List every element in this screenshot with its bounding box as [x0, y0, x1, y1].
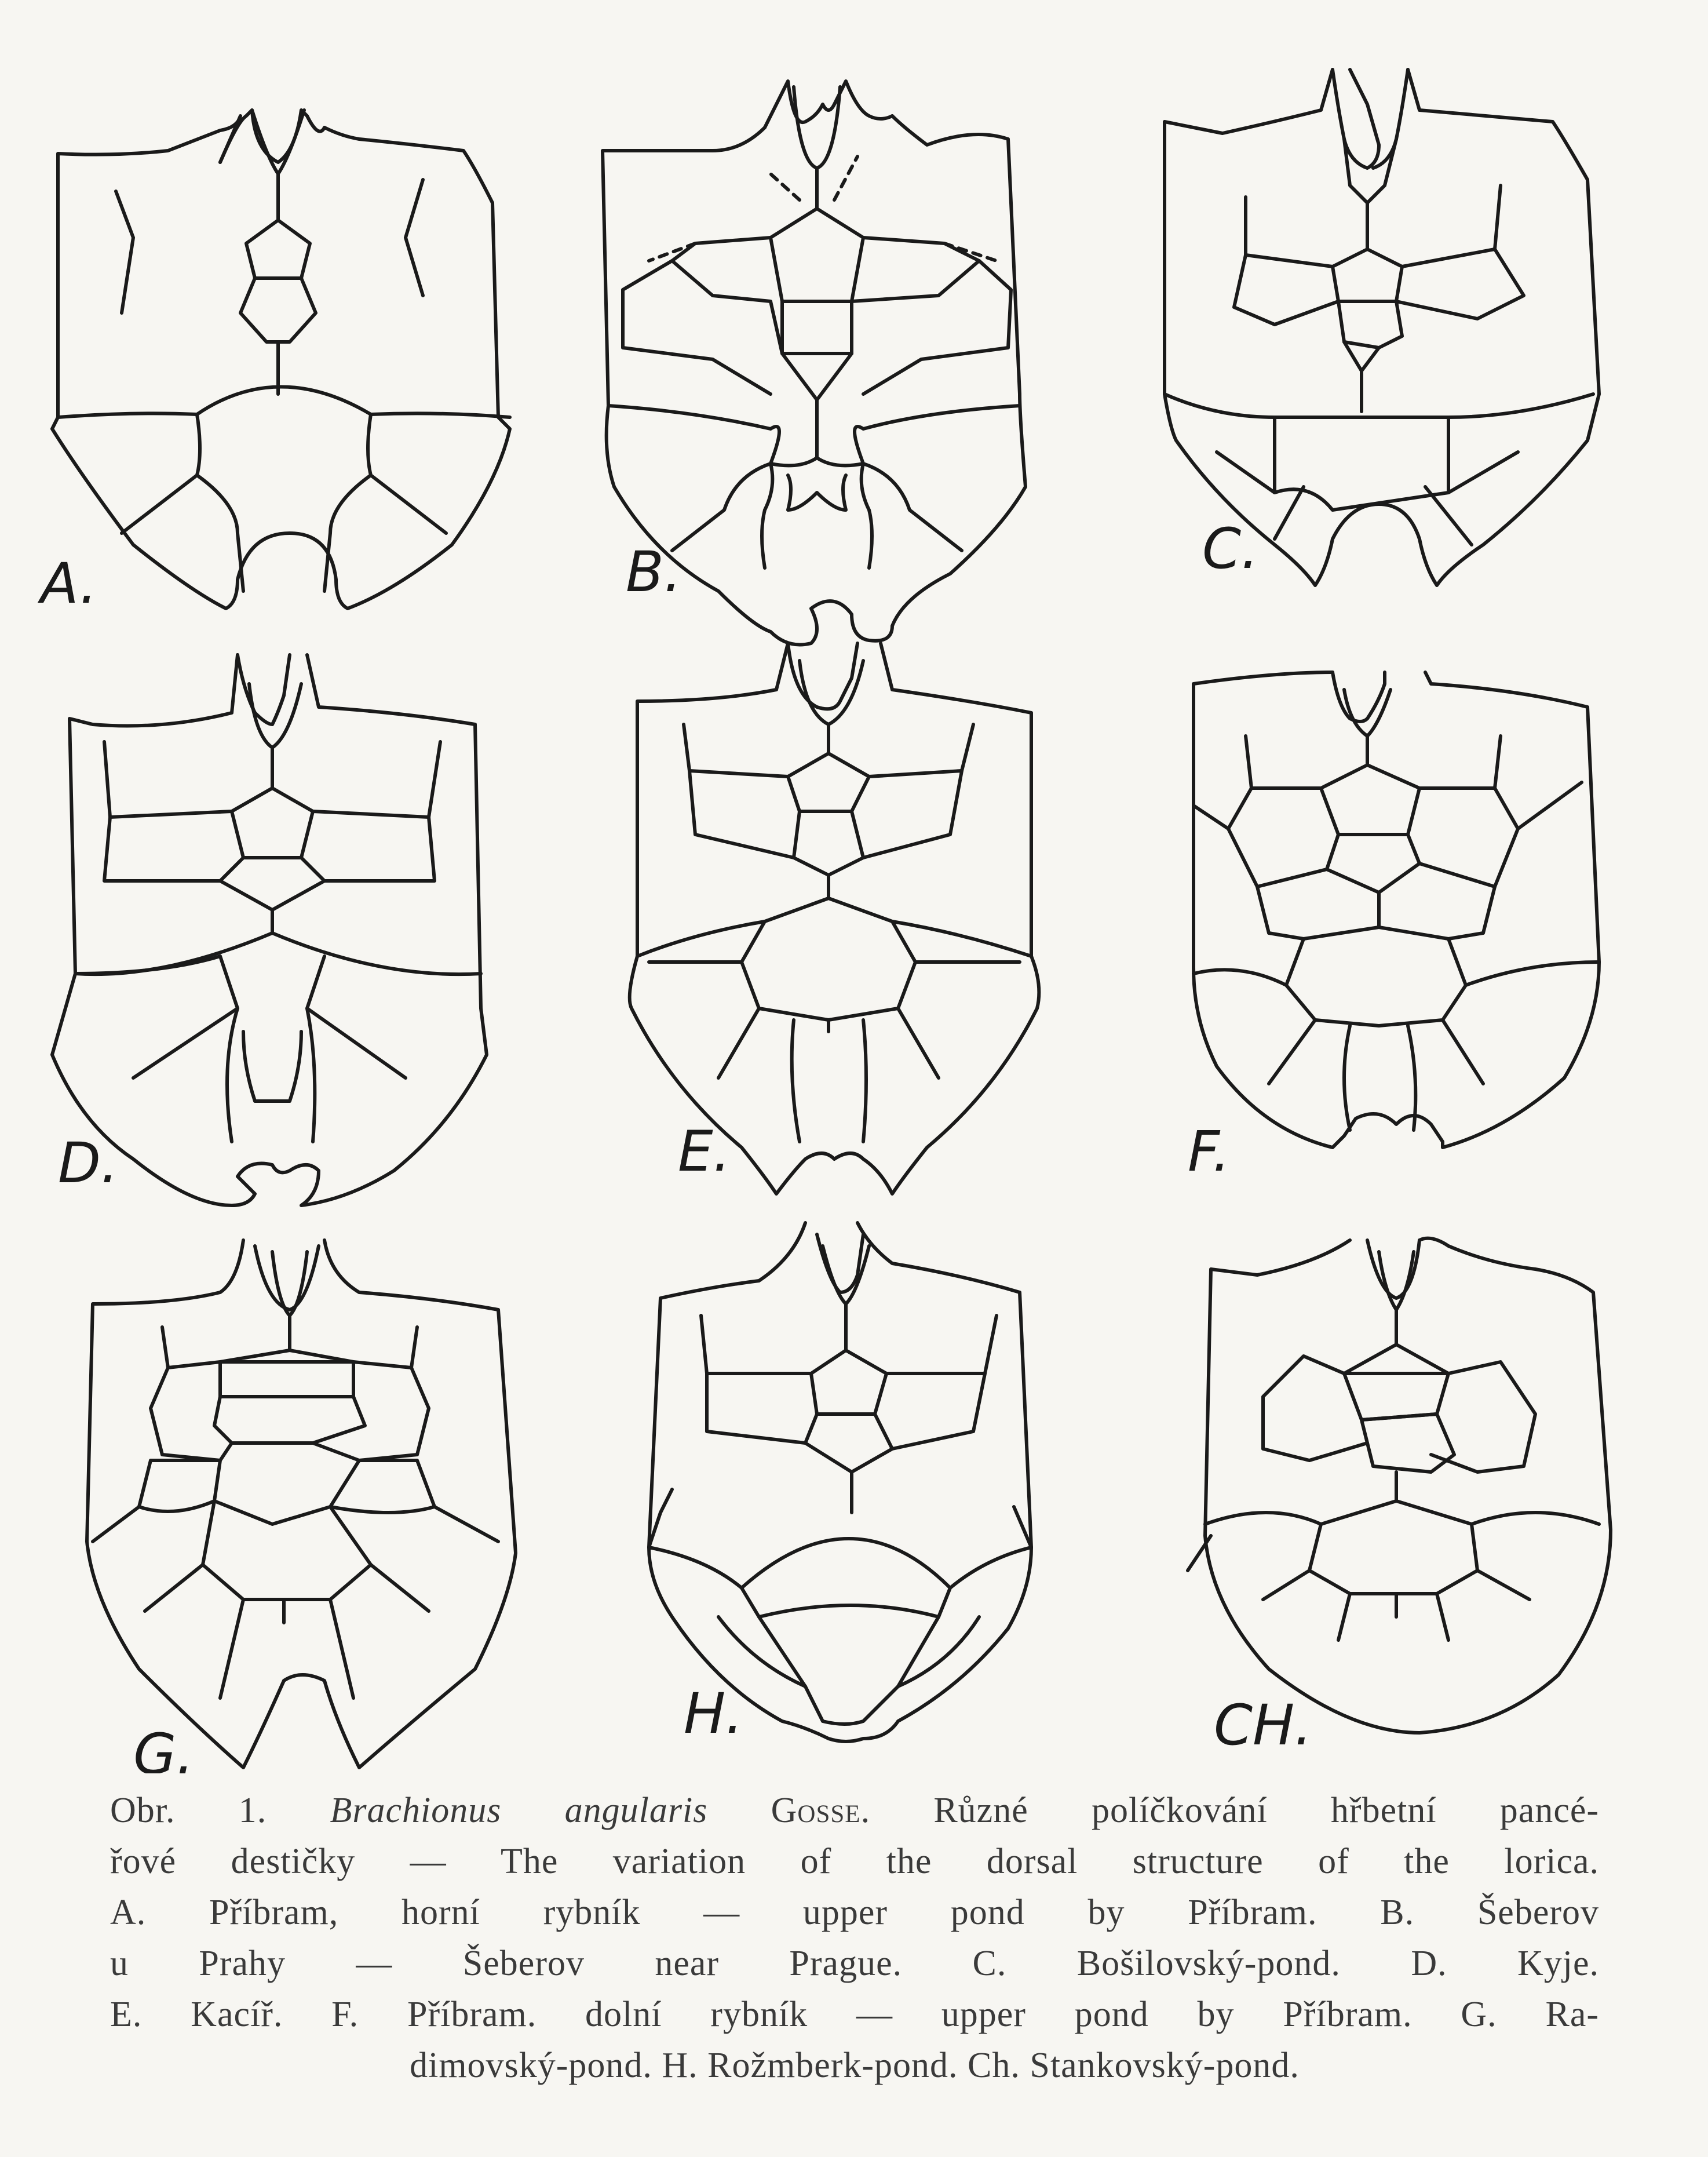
figure-caption: [110, 1785, 1599, 2091]
plate-h-outline: [649, 1223, 1031, 1741]
plate-e-outline: [630, 643, 1039, 1194]
plate-g-label: G.: [133, 1722, 194, 1773]
plate-e-label: E.: [678, 1119, 731, 1184]
plate-f-label: F.: [1188, 1119, 1231, 1184]
caption-prefix: Obr. 1.: [110, 1791, 330, 1830]
plate-d-outline: [52, 655, 487, 1205]
plate-d-label: D.: [58, 1131, 119, 1196]
plate-h: [649, 1223, 1031, 1746]
plate-ch: [1188, 1238, 1611, 1758]
caption-line-3: A. Příbram, horní rybník — upper pond by Příbram. B. Šeberov: [110, 1893, 1599, 1932]
plate-e: [630, 643, 1039, 1194]
caption-line-6: dimovský-pond. H. Rožmberk-pond. Ch. Stankovský-pond.: [410, 2046, 1300, 2085]
plate-f: [1188, 672, 1599, 1184]
plate-g-outline: [87, 1240, 516, 1768]
plate-b-label: B.: [626, 540, 682, 604]
plate-c: [1165, 70, 1599, 585]
plate-ch-label: CH.: [1214, 1693, 1312, 1758]
caption-line-5: E. Kacíř. F. Příbram. dolní rybník — upper pond by Příbram. G. Ra-: [110, 1995, 1599, 2034]
caption-line-2: řové destičky — The variation of the dorsal structure of the lorica.: [110, 1842, 1599, 1881]
caption-line-4: u Prahy — Šeberov near Prague. C. Bošilovský-pond. D. Kyje.: [110, 1944, 1599, 1983]
plate-g: [87, 1240, 516, 1773]
plate-b: [603, 81, 1025, 645]
plate-h-label: H.: [684, 1681, 743, 1746]
plate-c-outline: [1165, 70, 1599, 585]
caption-title-cs: . Různé políčkování hřbetní pancé-: [860, 1791, 1600, 1830]
caption-line-1: [110, 1785, 1599, 1836]
plate-f-outline: [1194, 672, 1599, 1147]
plate-ch-outline: [1205, 1238, 1611, 1733]
caption-author: Gosse: [771, 1791, 861, 1830]
plate-a-label: A.: [41, 551, 97, 616]
caption-species: Brachionus angularis: [330, 1791, 708, 1830]
plate-c-label: C.: [1202, 516, 1259, 581]
plate-a: [37, 110, 510, 616]
plate-d: [52, 655, 487, 1205]
